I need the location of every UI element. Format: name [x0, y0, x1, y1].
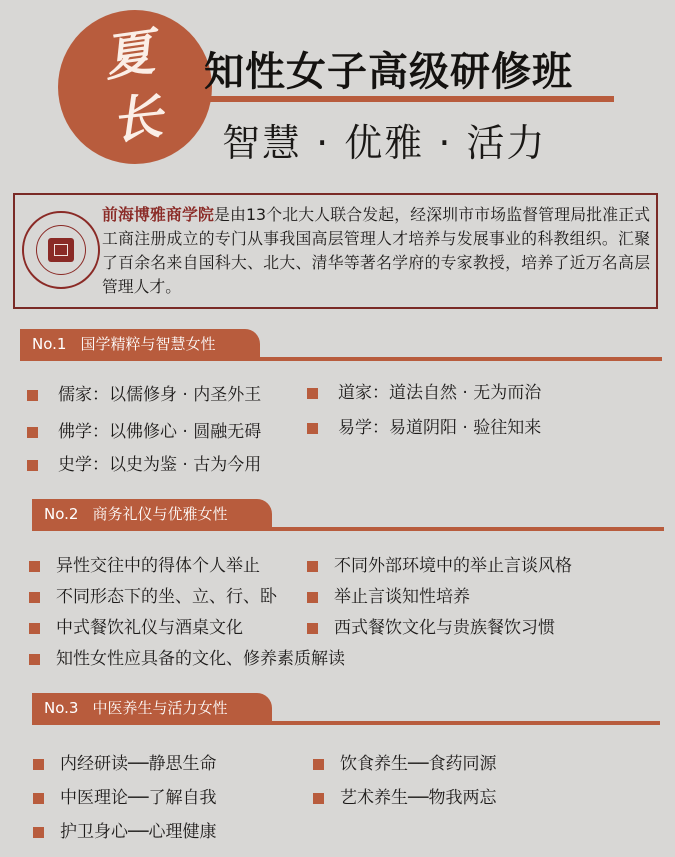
- bullet-icon: [307, 388, 318, 399]
- section-3-rule: [32, 721, 660, 725]
- list-item: 中医理论──了解自我: [60, 788, 217, 808]
- list-item: 异性交往中的得体个人举止: [56, 556, 260, 576]
- list-item: 史学：以史为鉴 · 古为今用: [58, 455, 262, 475]
- bullet-icon: [307, 592, 318, 603]
- section-3-tab: [32, 693, 272, 723]
- org-name: 前海博雅商学院: [102, 205, 214, 224]
- section-1-rule: [20, 357, 662, 361]
- list-item: 不同形态下的坐、立、行、卧: [56, 587, 277, 607]
- section-1-tab: [20, 329, 260, 359]
- bullet-icon: [307, 423, 318, 434]
- section-3-title: 中医养生与活力女性: [92, 699, 228, 717]
- section-2-title: 商务礼仪与优雅女性: [92, 505, 228, 523]
- list-item: 不同外部环境中的举止言谈风格: [334, 556, 572, 576]
- bullet-icon: [307, 623, 318, 634]
- bullet-icon: [33, 759, 44, 770]
- page-title: 知性女子高级研修班: [204, 49, 573, 95]
- list-item: 西式餐饮文化与贵族餐饮习惯: [334, 618, 555, 638]
- list-item: 儒家：以儒修身 · 内圣外王: [58, 385, 262, 405]
- bullet-icon: [29, 654, 40, 665]
- title-underline: [188, 96, 614, 102]
- section-3-number: No.3: [44, 699, 79, 717]
- seal-char-bottom: 长: [109, 86, 165, 151]
- bullet-icon: [27, 427, 38, 438]
- section-1-number: No.1: [32, 335, 67, 353]
- bullet-icon: [27, 390, 38, 401]
- list-item: 饮食养生──食药同源: [340, 754, 497, 774]
- section-2-tab: [32, 499, 272, 529]
- section-2-number: No.2: [44, 505, 79, 523]
- bullet-icon: [313, 759, 324, 770]
- org-description: 是由13个北大人联合发起，经深圳市市场监督管理局批准正式工商注册成立的专门从事我国高层管理人才培养与发展事业的科教组织。汇聚了百余名来自国科大、北大、清华等著名学府的专家教授，培养了近万名高层管理人才。: [102, 205, 650, 296]
- list-item: 道家：道法自然 · 无为而治: [338, 383, 542, 403]
- intro-text: [102, 203, 650, 299]
- list-item: 易学：易道阴阳 · 验往知来: [338, 418, 542, 438]
- bullet-icon: [33, 827, 44, 838]
- school-seal-core: [48, 238, 74, 262]
- seal-char-top: 夏: [100, 21, 158, 88]
- page-subtitle: 智慧 · 优雅 · 活力: [222, 121, 547, 165]
- bullet-icon: [33, 793, 44, 804]
- bullet-icon: [29, 592, 40, 603]
- list-item: 中式餐饮礼仪与酒桌文化: [56, 618, 243, 638]
- list-item: 内经研读──静思生命: [60, 754, 217, 774]
- list-item: 护卫身心──心理健康: [60, 822, 217, 842]
- bullet-icon: [313, 793, 324, 804]
- bullet-icon: [29, 561, 40, 572]
- bullet-icon: [29, 623, 40, 634]
- list-item: 艺术养生──物我两忘: [340, 788, 497, 808]
- list-item: 佛学：以佛修心 · 圆融无碍: [58, 422, 262, 442]
- bullet-icon: [27, 460, 38, 471]
- section-2-rule: [32, 527, 664, 531]
- bullet-icon: [307, 561, 318, 572]
- list-item: 举止言谈知性培养: [334, 587, 470, 607]
- list-item: 知性女性应具备的文化、修养素质解读: [56, 649, 345, 669]
- section-1-title: 国学精粹与智慧女性: [80, 335, 216, 353]
